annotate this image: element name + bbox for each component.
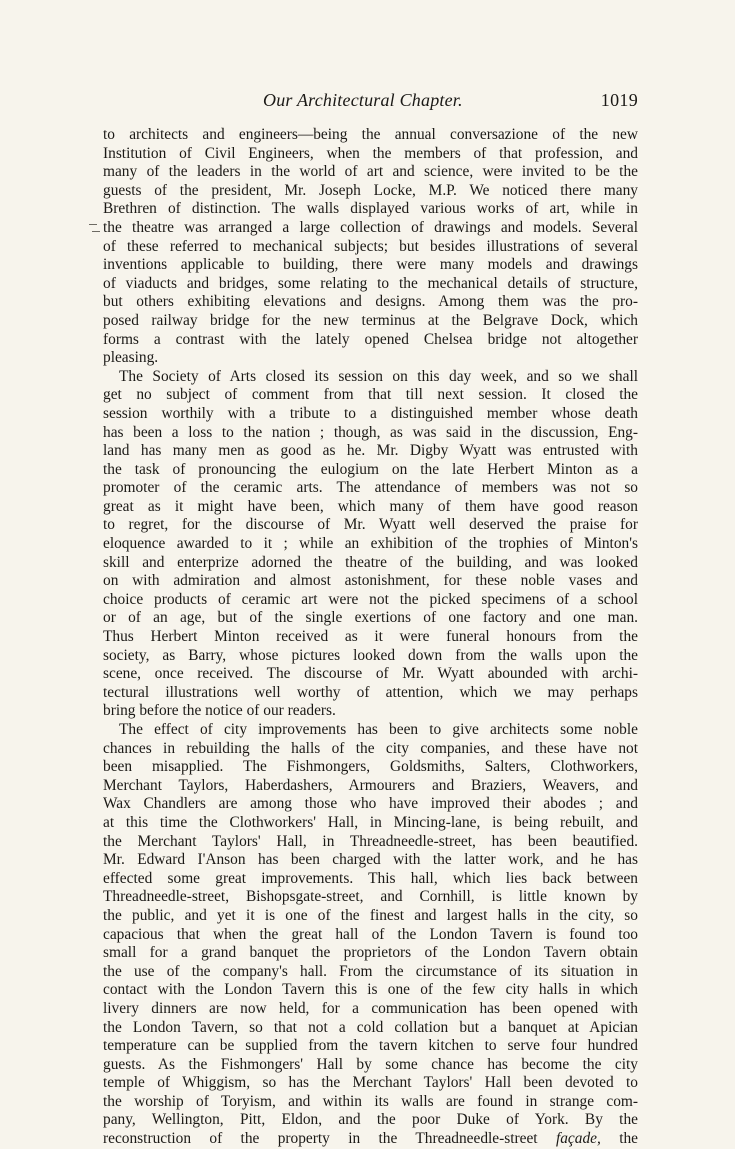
text-line: small for a grand banquet the proprietors of the London Tavern obtain bbox=[103, 944, 638, 962]
text-line: of viaducts and bridges, some relating to the mechanical details of structure, bbox=[103, 274, 638, 292]
text-line: choice products of ceramic art were not the picked specimens of a school bbox=[103, 590, 638, 608]
text-line: contact with the London Tavern this is one of the few city halls in which bbox=[103, 981, 638, 999]
text-line: on with admiration and almost astonishment, for these noble vases and bbox=[103, 572, 638, 590]
text-line: been misapplied. The Fishmongers, Goldsmiths, Salters, Clothworkers, bbox=[103, 758, 638, 776]
text-line: or of an age, but of the single exertions of one factory and one man. bbox=[103, 609, 638, 627]
text-line: temperature can be supplied from the tavern kitchen to serve four hundred bbox=[103, 1037, 638, 1055]
paragraph-start-line: The effect of city improvements has been to give architects some noble bbox=[119, 721, 638, 738]
text-line: temple of Whiggism, so has the Merchant Taylors' Hall been devoted to bbox=[103, 1074, 638, 1092]
text-line: the worship of Toryism, and within its walls are found in strange com- bbox=[103, 1092, 638, 1110]
text-line: chances in rebuilding the halls of the city companies, and these have not bbox=[103, 739, 638, 757]
text-line: Threadneedle-street, Bishopsgate-street, and Cornhill, is little known by bbox=[103, 888, 638, 906]
text-line: promoter of the ceramic arts. The attendance of members was not so bbox=[103, 479, 638, 497]
text-line: the public, and yet it is one of the finest and largest halls in the city, so bbox=[103, 906, 638, 924]
text-line: forms a contrast with the lately opened Chelsea bridge not altogether bbox=[103, 330, 638, 348]
text-line: the use of the company's hall. From the circumstance of its situation in bbox=[103, 962, 638, 980]
text-line: great as it might have been, which many of them have good reason bbox=[103, 497, 638, 515]
text-line: at this time the Clothworkers' Hall, in Mincing-lane, is being rebuilt, and bbox=[103, 813, 638, 831]
page-number: 1019 bbox=[600, 90, 638, 110]
text-line: pany, Wellington, Pitt, Eldon, and the poor Duke of York. By the bbox=[103, 1111, 638, 1129]
body-text bbox=[103, 126, 638, 1149]
text-line-final bbox=[103, 1130, 638, 1149]
text-fragment: reconstruction of the property in the Threadneedle-street bbox=[103, 1130, 538, 1148]
text-line: Wax Chandlers are among those who have improved their abodes ; and bbox=[103, 795, 638, 813]
text-line: many of the leaders in the world of art and science, were invited to be the bbox=[103, 163, 638, 181]
text-line: Institution of Civil Engineers, when the members of that profession, and bbox=[103, 144, 638, 162]
text-line: tectural illustrations well worthy of attention, which we may perhaps bbox=[103, 683, 638, 701]
text-line: bring before the notice of our readers. bbox=[103, 702, 336, 720]
text-line: get no subject of comment from that till next session. It closed the bbox=[103, 386, 638, 404]
text-line: Thus Herbert Minton received as it were funeral honours from the bbox=[103, 628, 638, 646]
text-line: but others exhibiting elevations and designs. Among them was the pro- bbox=[103, 293, 638, 311]
margin-mark bbox=[92, 231, 100, 232]
text-line: session worthily with a tribute to a distinguished member whose death bbox=[103, 404, 638, 422]
text-line: guests. As the Fishmongers' Hall by some chance has become the city bbox=[103, 1055, 638, 1073]
text-line: Mr. Edward I'Anson has been charged with the latter work, and he has bbox=[103, 851, 638, 869]
text-line: capacious that when the great hall of the London Tavern is found too bbox=[103, 925, 638, 943]
text-line: scene, once received. The discourse of Mr. Wyatt abounded with archi- bbox=[103, 665, 638, 683]
text-line: land has many men as good as he. Mr. Digby Wyatt was entrusted with bbox=[103, 442, 638, 460]
text-line: posed railway bridge for the new terminus at the Belgrave Dock, which bbox=[103, 311, 638, 329]
text-line: Brethren of distinction. The walls displayed various works of art, while in bbox=[103, 200, 638, 218]
text-line: the London Tavern, so that not a cold collation but a banquet at Apician bbox=[103, 1018, 638, 1036]
text-line: guests of the president, Mr. Joseph Locke, M.P. We noticed there many bbox=[103, 181, 638, 199]
page-header bbox=[103, 90, 638, 114]
text-line: livery dinners are now held, for a communication has been opened with bbox=[103, 999, 638, 1017]
running-title: Our Architectural Chapter. bbox=[263, 90, 463, 110]
text-line: inventions applicable to building, there were many models and drawings bbox=[103, 256, 638, 274]
text-fragment: the bbox=[619, 1130, 638, 1148]
text-line: pleasing. bbox=[103, 349, 159, 367]
margin-mark bbox=[89, 224, 97, 225]
paragraph-start-line: The Society of Arts closed its session on this day week, and so we shall bbox=[119, 367, 638, 385]
text-line: to architects and engineers—being the annual conversazione of the new bbox=[103, 126, 638, 143]
text-line: has been a loss to the nation ; though, as was said in the discussion, Eng- bbox=[103, 423, 638, 441]
text-line: of these referred to mechanical subjects; but besides illustrations of several bbox=[103, 237, 638, 255]
text-line: effected some great improvements. This hall, which lies back between bbox=[103, 869, 638, 887]
text-line: eloquence awarded to it ; while an exhibition of the trophies of Minton's bbox=[103, 535, 638, 553]
text-line: society, as Barry, whose pictures looked down from the walls upon the bbox=[103, 646, 638, 664]
text-line: Merchant Taylors, Haberdashers, Armourers and Braziers, Weavers, and bbox=[103, 776, 638, 794]
text-line: the theatre was arranged a large collection of drawings and models. Several bbox=[103, 218, 638, 236]
text-line: to regret, for the discourse of Mr. Wyatt well deserved the praise for bbox=[103, 516, 638, 534]
text-line: skill and enterprize adorned the theatre of the building, and was looked bbox=[103, 553, 638, 571]
italic-word: façade, bbox=[555, 1130, 601, 1148]
text-line: the task of pronouncing the eulogium on the late Herbert Minton as a bbox=[103, 460, 638, 478]
text-line: the Merchant Taylors' Hall, in Threadneedle-street, has been beautified. bbox=[103, 832, 638, 850]
